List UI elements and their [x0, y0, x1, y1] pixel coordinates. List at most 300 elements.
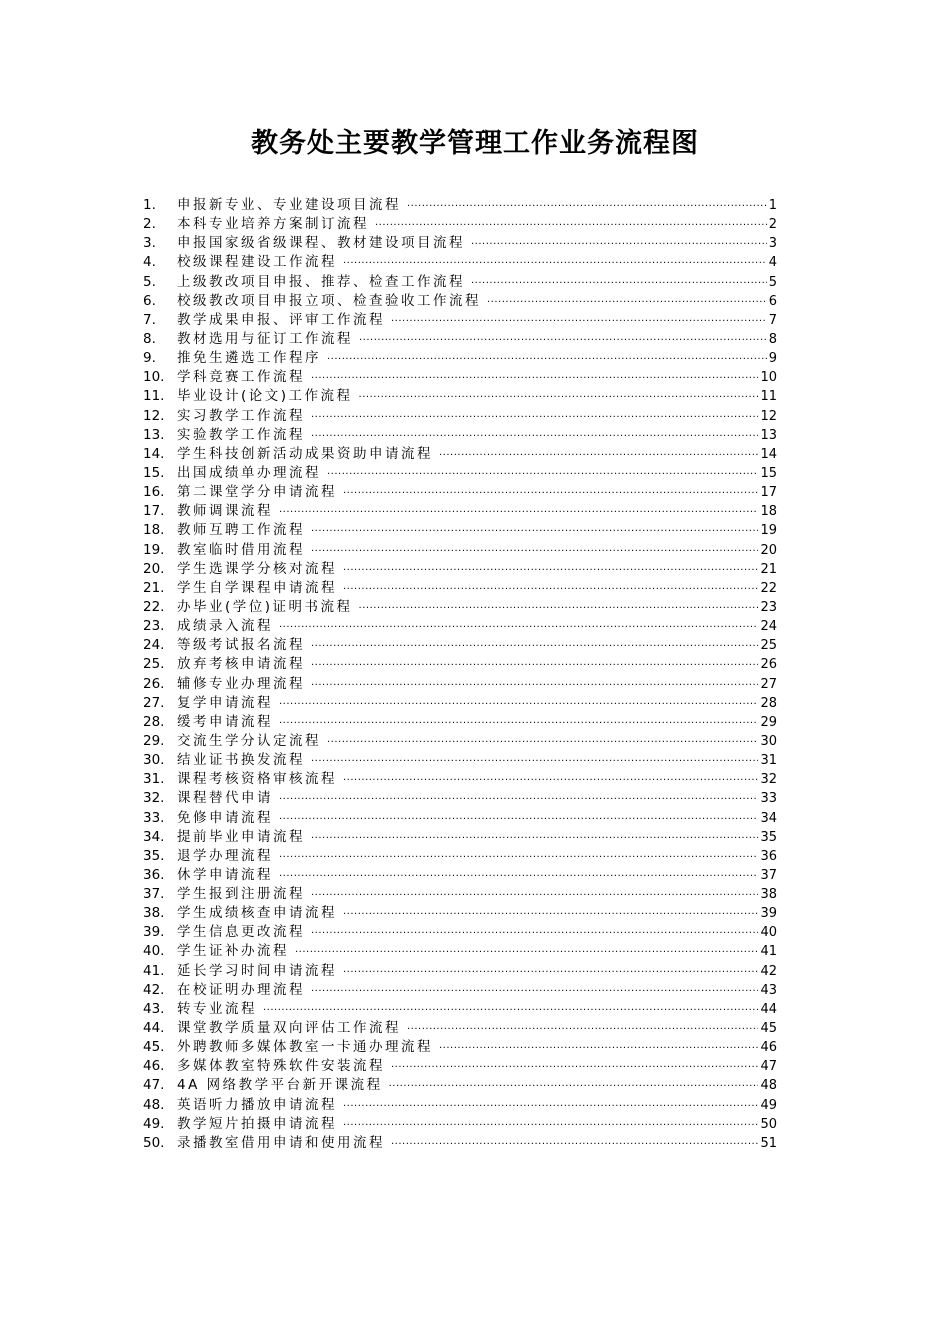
toc-entry-page-number: 50 — [760, 1116, 777, 1132]
toc-entry-body — [177, 809, 777, 829]
toc-entry-page-number: 42 — [760, 963, 777, 979]
table-of-contents — [143, 196, 783, 1153]
toc-entry-number: 27. — [143, 694, 165, 711]
toc-dot-leader — [391, 1135, 758, 1154]
toc-entry-page-number: 31 — [760, 753, 777, 769]
toc-dot-leader — [439, 1039, 758, 1058]
toc-entry-body — [177, 981, 777, 1001]
toc-entry-label: 申报国家级省级课程、教材建设项目流程 — [177, 235, 465, 252]
toc-entry-label: 复学申请流程 — [177, 694, 273, 711]
toc-entry-label: 缓考申请流程 — [177, 713, 273, 730]
toc-entry[interactable] — [143, 387, 783, 406]
toc-entry-label: 第二课堂学分申请流程 — [177, 484, 337, 501]
toc-entry-page-number: 39 — [760, 906, 777, 922]
toc-dot-leader — [279, 810, 758, 829]
toc-entry-number: 11. — [143, 388, 165, 405]
toc-dot-leader — [343, 1097, 758, 1116]
toc-entry-label: 转专业流程 — [177, 1000, 257, 1017]
toc-entry-page-number: 4 — [768, 255, 777, 271]
toc-entry-body — [177, 502, 777, 522]
toc-entry[interactable] — [143, 962, 783, 981]
toc-entry[interactable] — [143, 675, 783, 694]
toc-entry-body — [177, 713, 777, 733]
toc-entry-number: 39. — [143, 924, 165, 941]
toc-dot-leader — [343, 254, 767, 273]
toc-entry[interactable] — [143, 196, 783, 215]
toc-entry-page-number: 14 — [760, 446, 777, 462]
toc-entry-label: 提前毕业申请流程 — [177, 828, 305, 845]
toc-entry-number: 33. — [143, 809, 165, 826]
toc-dot-leader — [359, 388, 759, 407]
toc-dot-leader — [343, 484, 758, 503]
toc-entry-body — [177, 426, 777, 446]
toc-entry-label: 教学短片拍摄申请流程 — [177, 1115, 337, 1132]
toc-dot-leader — [407, 197, 767, 216]
toc-entry-body — [177, 330, 777, 350]
toc-entry-page-number: 8 — [768, 331, 777, 347]
toc-entry-label: 退学办理流程 — [177, 847, 273, 864]
toc-entry[interactable] — [143, 655, 783, 674]
toc-entry-number: 16. — [143, 484, 165, 501]
toc-entry[interactable] — [143, 292, 783, 311]
toc-dot-leader — [343, 771, 758, 790]
toc-entry-body — [177, 292, 777, 312]
toc-entry-number: 50. — [143, 1134, 165, 1151]
toc-entry-label: 英语听力播放申请流程 — [177, 1096, 337, 1113]
toc-dot-leader — [311, 676, 758, 695]
toc-entry-page-number: 6 — [768, 293, 777, 309]
toc-entry[interactable] — [143, 330, 783, 349]
toc-entry-number: 43. — [143, 1000, 165, 1017]
toc-entry-label: 4A 网络教学平台新开课流程 — [177, 1077, 383, 1094]
toc-entry-label: 教学成果申报、评审工作流程 — [177, 311, 385, 328]
toc-entry-label: 成绩录入流程 — [177, 618, 273, 635]
toc-entry-number: 12. — [143, 407, 165, 424]
toc-entry[interactable] — [143, 349, 783, 368]
toc-entry-label: 上级教改项目申报、推荐、检查工作流程 — [177, 273, 465, 290]
toc-entry-label: 实习教学工作流程 — [177, 407, 305, 424]
toc-entry-number: 45. — [143, 1039, 165, 1056]
toc-entry-label: 教师互聘工作流程 — [177, 522, 305, 539]
toc-entry[interactable] — [143, 981, 783, 1000]
toc-entry-label: 推免生遴选工作程序 — [177, 350, 321, 367]
toc-dot-leader — [311, 542, 758, 561]
toc-entry-label: 毕业设计(论文)工作流程 — [177, 388, 353, 405]
toc-entry-number: 8. — [143, 330, 156, 347]
toc-entry-body — [177, 847, 777, 867]
toc-entry-number: 6. — [143, 292, 156, 309]
toc-entry[interactable] — [143, 1019, 783, 1038]
toc-entry-number: 20. — [143, 560, 165, 577]
toc-entry-page-number: 30 — [760, 733, 777, 749]
toc-entry-page-number: 40 — [760, 925, 777, 941]
toc-entry-page-number: 36 — [760, 848, 777, 864]
toc-entry-number: 18. — [143, 522, 165, 539]
toc-entry-number: 21. — [143, 579, 165, 596]
toc-dot-leader — [311, 522, 758, 541]
toc-entry-label: 交流生学分认定流程 — [177, 732, 321, 749]
toc-entry[interactable] — [143, 368, 783, 387]
toc-dot-leader — [279, 503, 758, 522]
toc-entry[interactable] — [143, 1134, 783, 1153]
toc-entry-number: 48. — [143, 1096, 165, 1113]
toc-entry-body — [177, 1096, 777, 1116]
toc-entry[interactable] — [143, 407, 783, 426]
toc-entry-number: 30. — [143, 752, 165, 769]
toc-entry[interactable] — [143, 770, 783, 789]
toc-entry-label: 多媒体教室特殊软件安装流程 — [177, 1058, 385, 1075]
toc-entry-page-number: 19 — [760, 523, 777, 539]
toc-entry-body — [177, 617, 777, 637]
toc-entry[interactable] — [143, 1038, 783, 1057]
toc-entry-number: 29. — [143, 732, 165, 749]
toc-entry-page-number: 9 — [768, 351, 777, 367]
toc-entry-page-number: 33 — [760, 791, 777, 807]
toc-entry-number: 44. — [143, 1020, 165, 1037]
toc-dot-leader — [279, 695, 758, 714]
toc-entry-number: 42. — [143, 981, 165, 998]
toc-dot-leader — [375, 216, 767, 235]
toc-entry-body — [177, 962, 777, 982]
toc-entry-page-number: 37 — [760, 867, 777, 883]
toc-entry-label: 学生自学课程申请流程 — [177, 579, 337, 596]
toc-entry-page-number: 24 — [760, 619, 777, 635]
toc-entry-label: 教材选用与征订工作流程 — [177, 330, 353, 347]
toc-entry-page-number: 13 — [760, 427, 777, 443]
toc-entry-page-number: 44 — [760, 1001, 777, 1017]
toc-entry-label: 休学申请流程 — [177, 866, 273, 883]
toc-entry-body — [177, 1134, 777, 1154]
toc-entry-body — [177, 866, 777, 886]
toc-dot-leader — [279, 618, 758, 637]
toc-dot-leader — [343, 1116, 758, 1135]
toc-entry-number: 26. — [143, 675, 165, 692]
toc-entry[interactable] — [143, 1000, 783, 1019]
toc-dot-leader — [311, 656, 758, 675]
toc-entry-body — [177, 521, 777, 541]
toc-entry-number: 46. — [143, 1058, 165, 1075]
toc-entry-label: 本科专业培养方案制订流程 — [177, 216, 369, 233]
page-title: 教务处主要教学管理工作业务流程图 — [251, 128, 699, 159]
toc-dot-leader — [471, 235, 767, 254]
toc-entry-page-number: 23 — [760, 599, 777, 615]
toc-entry-body — [177, 1019, 777, 1039]
toc-dot-leader — [311, 982, 758, 1001]
toc-dot-leader — [327, 733, 758, 752]
toc-entry-number: 47. — [143, 1077, 165, 1094]
toc-entry-page-number: 46 — [760, 1040, 777, 1056]
toc-entry[interactable] — [143, 579, 783, 598]
toc-entry-body — [177, 368, 777, 388]
toc-entry-label: 结业证书换发流程 — [177, 752, 305, 769]
toc-dot-leader — [279, 790, 758, 809]
toc-entry[interactable] — [143, 904, 783, 923]
toc-dot-leader — [263, 1001, 758, 1020]
toc-entry-label: 实验教学工作流程 — [177, 426, 305, 443]
toc-dot-leader — [343, 963, 758, 982]
toc-entry-body — [177, 387, 777, 407]
toc-entry-body — [177, 598, 777, 618]
toc-entry-label: 延长学习时间申请流程 — [177, 962, 337, 979]
toc-dot-leader — [343, 905, 758, 924]
toc-entry-number: 37. — [143, 886, 165, 903]
toc-entry-label: 校级教改项目申报立项、检查验收工作流程 — [177, 292, 481, 309]
toc-dot-leader — [407, 1020, 758, 1039]
toc-dot-leader — [327, 465, 758, 484]
toc-entry-page-number: 12 — [760, 408, 777, 424]
toc-entry-label: 学生成绩核查申请流程 — [177, 905, 337, 922]
toc-entry-body — [177, 1000, 777, 1020]
toc-entry-number: 9. — [143, 350, 156, 367]
toc-entry[interactable] — [143, 464, 783, 483]
toc-entry[interactable] — [143, 713, 783, 732]
toc-entry-number: 34. — [143, 828, 165, 845]
toc-entry-number: 35. — [143, 847, 165, 864]
toc-entry-label: 录播教室借用申请和使用流程 — [177, 1134, 385, 1151]
toc-dot-leader — [391, 1058, 758, 1077]
toc-entry-body — [177, 751, 777, 771]
toc-entry-number: 3. — [143, 235, 156, 252]
toc-entry-label: 课程替代申请 — [177, 790, 273, 807]
toc-entry-label: 申报新专业、专业建设项目流程 — [177, 197, 401, 213]
toc-entry-page-number: 10 — [760, 370, 777, 386]
toc-entry-number: 10. — [143, 369, 165, 386]
toc-entry-number: 14. — [143, 445, 165, 462]
toc-dot-leader — [311, 427, 758, 446]
toc-entry[interactable] — [143, 732, 783, 751]
toc-entry[interactable] — [143, 694, 783, 713]
toc-dot-leader — [311, 924, 758, 943]
toc-dot-leader — [279, 848, 758, 867]
toc-entry-page-number: 27 — [760, 676, 777, 692]
toc-entry-page-number: 25 — [760, 638, 777, 654]
toc-entry-body — [177, 407, 777, 427]
toc-entry-body — [177, 579, 777, 599]
toc-entry-page-number: 21 — [760, 561, 777, 577]
toc-entry-body — [177, 273, 777, 293]
toc-entry-number: 36. — [143, 866, 165, 883]
toc-entry-number: 38. — [143, 905, 165, 922]
toc-entry-number: 41. — [143, 962, 165, 979]
toc-dot-leader — [343, 580, 758, 599]
toc-entry-label: 教师调课流程 — [177, 503, 273, 520]
toc-entry-page-number: 49 — [760, 1097, 777, 1113]
toc-entry-body — [177, 1115, 777, 1135]
toc-entry-label: 学生选课学分核对流程 — [177, 560, 337, 577]
toc-dot-leader — [439, 446, 758, 465]
toc-dot-leader — [311, 408, 758, 427]
toc-entry-number: 15. — [143, 464, 165, 481]
toc-entry-label: 学生报到注册流程 — [177, 886, 305, 903]
toc-dot-leader — [311, 829, 758, 848]
toc-entry-number: 4. — [143, 254, 156, 271]
toc-entry-page-number: 45 — [760, 1021, 777, 1037]
toc-entry-number: 40. — [143, 943, 165, 960]
toc-entry[interactable] — [143, 1076, 783, 1095]
toc-entry-page-number: 1 — [768, 198, 777, 213]
toc-entry[interactable] — [143, 942, 783, 961]
toc-entry-number: 5. — [143, 273, 156, 290]
toc-entry-page-number: 51 — [760, 1135, 777, 1151]
toc-entry[interactable] — [143, 885, 783, 904]
toc-entry-body — [177, 196, 777, 216]
toc-entry-page-number: 29 — [760, 714, 777, 730]
toc-entry[interactable] — [143, 598, 783, 617]
toc-dot-leader — [295, 943, 758, 962]
toc-entry-number: 19. — [143, 541, 165, 558]
toc-entry-label: 外聘教师多媒体教室一卡通办理流程 — [177, 1039, 433, 1056]
toc-entry-body — [177, 942, 777, 962]
toc-entry[interactable] — [143, 541, 783, 560]
toc-entry-label: 课堂教学质量双向评估工作流程 — [177, 1020, 401, 1037]
toc-entry-label: 在校证明办理流程 — [177, 981, 305, 998]
toc-entry-body — [177, 636, 777, 656]
toc-entry-label: 课程考核资格审核流程 — [177, 771, 337, 788]
toc-entry-page-number: 43 — [760, 982, 777, 998]
toc-dot-leader — [471, 274, 767, 293]
toc-entry-number: 2. — [143, 216, 156, 233]
toc-entry-label: 免修申请流程 — [177, 809, 273, 826]
toc-entry-body — [177, 311, 777, 331]
toc-dot-leader — [389, 1077, 759, 1096]
toc-entry-number: 1. — [143, 197, 156, 213]
toc-entry-body — [177, 789, 777, 809]
toc-entry-number: 13. — [143, 426, 165, 443]
toc-entry-number: 7. — [143, 311, 156, 328]
toc-entry-page-number: 11 — [760, 389, 777, 405]
toc-entry[interactable] — [143, 445, 783, 464]
toc-entry-page-number: 17 — [760, 485, 777, 501]
toc-entry-body — [177, 828, 777, 848]
toc-entry-number: 31. — [143, 771, 165, 788]
toc-dot-leader — [343, 561, 758, 580]
toc-entry-body — [177, 732, 777, 752]
toc-entry-label: 办毕业(学位)证明书流程 — [177, 598, 353, 615]
toc-entry-number: 17. — [143, 503, 165, 520]
toc-dot-leader — [359, 599, 759, 618]
toc-entry[interactable] — [143, 215, 783, 234]
toc-entry-number: 28. — [143, 713, 165, 730]
toc-entry-body — [177, 904, 777, 924]
toc-dot-leader — [311, 369, 758, 388]
toc-entry-body — [177, 234, 777, 254]
toc-entry-label: 等级考试报名流程 — [177, 637, 305, 654]
toc-entry[interactable] — [143, 521, 783, 540]
toc-entry-page-number: 47 — [760, 1059, 777, 1075]
toc-entry-body — [177, 1076, 777, 1096]
toc-entry-number: 32. — [143, 790, 165, 807]
toc-entry-page-number: 22 — [760, 580, 777, 596]
toc-entry-body — [177, 885, 777, 905]
toc-entry-page-number: 7 — [768, 312, 777, 328]
toc-entry-page-number: 18 — [760, 504, 777, 520]
toc-entry[interactable] — [143, 828, 783, 847]
toc-dot-leader — [311, 752, 758, 771]
toc-dot-leader — [279, 714, 758, 733]
toc-entry-body — [177, 675, 777, 695]
toc-entry-body — [177, 694, 777, 714]
toc-entry-label: 学生信息更改流程 — [177, 924, 305, 941]
toc-entry-label: 教室临时借用流程 — [177, 541, 305, 558]
toc-entry-page-number: 26 — [760, 657, 777, 673]
toc-entry-page-number: 32 — [760, 772, 777, 788]
toc-entry[interactable] — [143, 751, 783, 770]
toc-entry[interactable] — [143, 923, 783, 942]
toc-entry[interactable] — [143, 311, 783, 330]
toc-dot-leader — [327, 350, 767, 369]
toc-dot-leader — [279, 867, 758, 886]
toc-entry-page-number: 41 — [760, 944, 777, 960]
toc-dot-leader — [359, 331, 767, 350]
toc-entry-body — [177, 541, 777, 561]
toc-entry-number: 23. — [143, 618, 165, 635]
toc-entry-label: 校级课程建设工作流程 — [177, 254, 337, 271]
toc-entry[interactable] — [143, 483, 783, 502]
toc-entry[interactable] — [143, 273, 783, 292]
toc-entry[interactable] — [143, 789, 783, 808]
toc-entry-body — [177, 215, 777, 235]
toc-entry-body — [177, 1057, 777, 1077]
toc-entry-label: 学生科技创新活动成果资助申请流程 — [177, 445, 433, 462]
toc-entry-label: 辅修专业办理流程 — [177, 675, 305, 692]
toc-dot-leader — [311, 637, 758, 656]
toc-dot-leader — [311, 886, 758, 905]
toc-entry-label: 放弃考核申请流程 — [177, 656, 305, 673]
toc-entry[interactable] — [143, 847, 783, 866]
toc-entry-number: 49. — [143, 1115, 165, 1132]
toc-entry[interactable] — [143, 617, 783, 636]
toc-entry-body — [177, 464, 777, 484]
toc-entry-page-number: 34 — [760, 810, 777, 826]
toc-entry[interactable] — [143, 234, 783, 253]
toc-entry-page-number: 15 — [760, 465, 777, 481]
toc-dot-leader — [391, 312, 767, 331]
toc-entry-page-number: 48 — [760, 1078, 777, 1094]
toc-entry[interactable] — [143, 1115, 783, 1134]
toc-entry-number: 24. — [143, 637, 165, 654]
toc-dot-leader — [487, 293, 767, 312]
toc-entry-body — [177, 1038, 777, 1058]
toc-entry-page-number: 38 — [760, 887, 777, 903]
toc-entry[interactable] — [143, 502, 783, 521]
toc-entry[interactable] — [143, 1057, 783, 1076]
toc-entry-body — [177, 770, 777, 790]
toc-entry-page-number: 28 — [760, 695, 777, 711]
toc-entry-label: 学科竞赛工作流程 — [177, 369, 305, 386]
toc-entry-page-number: 20 — [760, 542, 777, 558]
toc-entry-label: 学生证补办流程 — [177, 943, 289, 960]
toc-entry-page-number: 35 — [760, 829, 777, 845]
toc-entry[interactable] — [143, 809, 783, 828]
toc-entry-body — [177, 349, 777, 369]
toc-entry-body — [177, 923, 777, 943]
toc-entry-page-number: 5 — [768, 274, 777, 290]
toc-entry-body — [177, 253, 777, 273]
toc-entry[interactable] — [143, 253, 783, 272]
toc-entry[interactable] — [143, 636, 783, 655]
toc-entry[interactable] — [143, 866, 783, 885]
toc-entry-page-number: 3 — [768, 236, 777, 252]
toc-entry-body — [177, 655, 777, 675]
toc-entry[interactable] — [143, 426, 783, 445]
toc-entry-body — [177, 483, 777, 503]
toc-entry[interactable] — [143, 560, 783, 579]
toc-entry[interactable] — [143, 1096, 783, 1115]
toc-entry-page-number: 2 — [768, 217, 777, 233]
toc-entry-number: 22. — [143, 598, 165, 615]
toc-entry-number: 25. — [143, 656, 165, 673]
toc-entry-body — [177, 445, 777, 465]
